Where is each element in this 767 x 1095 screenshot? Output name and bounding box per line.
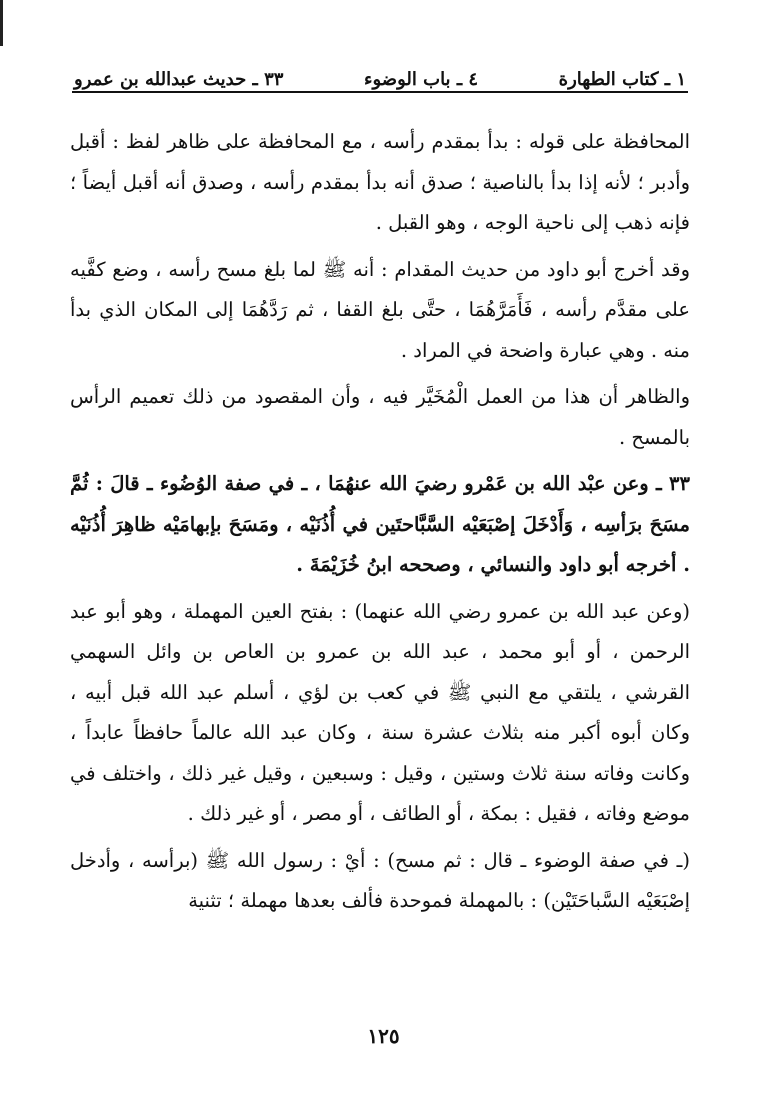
paragraph-commentary-3: والظاهر أن هذا من العمل الْمُخَيَّر فيه ، وأن المقصود من ذلك تعميم الرأس بالمسح . — [70, 385, 690, 449]
paragraph-commentary-1: المحافظة على قوله : بدأ بمقدم رأسه ، مع المحافظة على ظاهر لفظ : أقبل وأدبر ؛ لأنه إذا بدأ بالناصية ؛ صدق أنه بدأ بمقدم رأسه ، وصدق أنه أقبل أيضاً ؛ فإنه ذهب إلى ناحية الوجه ، وهو القبل . — [70, 130, 690, 234]
header-chapter-title: ٤ ـ باب الوضوء — [364, 69, 479, 90]
page-number: ١٢٥ — [367, 1024, 400, 1048]
paragraph-commentary-2: وقد أخرج أبو داود من حديث المقدام : أنه ﷺ لما بلغ مسح رأسه ، وضع كفَّيه على مقدَّم رأسه ، فَأَمَرَّهُمَا ، حتَّى بلغ القفا ، ثم رَدَّهُمَا إلى المكان الذي بدأ منه . وهي عبارة واضحة في المراد . — [70, 257, 690, 362]
scan-edge-mark — [0, 0, 3, 46]
header-divider — [72, 91, 688, 93]
page-body — [70, 122, 690, 928]
paragraph-explanation: (ـ في صفة الوضوء ـ قال : ثم مسح) : أيْ : رسول الله ﷺ (برأسه ، وأدخل إصْبَعَيْه السَّباحَتَيْن) : بالمهملة فموحدة فألف بعدها مهملة ؛ تثنية — [70, 848, 690, 912]
running-header — [74, 52, 686, 92]
header-hadith-title: ٣٣ ـ حديث عبدالله بن عمرو — [74, 69, 284, 90]
paragraph-narrator-bio: (وعن عبد الله بن عمرو رضي الله عنهما) : بفتح العين المهملة ، وهو أبو عبد الرحمن ، أو أبو محمد ، عبد الله بن عمرو بن العاص بن وائل السهمي القرشي ، يلتقي مع النبي ﷺ في كعب بن لؤي ، أسلم عبد الله قبل أبيه ، وكان أبوه أكبر منه بثلاث عشرة سنة ، وكان عبد الله عالماً حافظاً عابداً ، وكانت وفاته سنة ثلاث وستين ، وقيل : وسبعين ، وقيل غير ذلك ، واختلف في موضع وفاته ، فقيل : بمكة ، أو الطائف ، أو مصر ، أو غير ذلك . — [70, 599, 690, 825]
hadith-33-text: ٣٣ ـ وعن عبْد الله بن عَمْرو رضيَ الله عنهُمَا ، ـ في صفة الوُضُوء ـ قالَ : ثُمَّ مسَحَ برَأسِه ، وَأَدْخَلَ إصْبَعَيْه السَّبَّاحتَين في أُذُنَيْه ، ومَسَحَ بإبهامَيْه ظاهِرَ أُذُنَيْه . أخرجه أبو داود والنسائي ، وصححه ابنُ خُزَيْمَةَ . — [70, 472, 690, 576]
header-book-title: ١ ـ كتاب الطهارة — [558, 69, 686, 90]
